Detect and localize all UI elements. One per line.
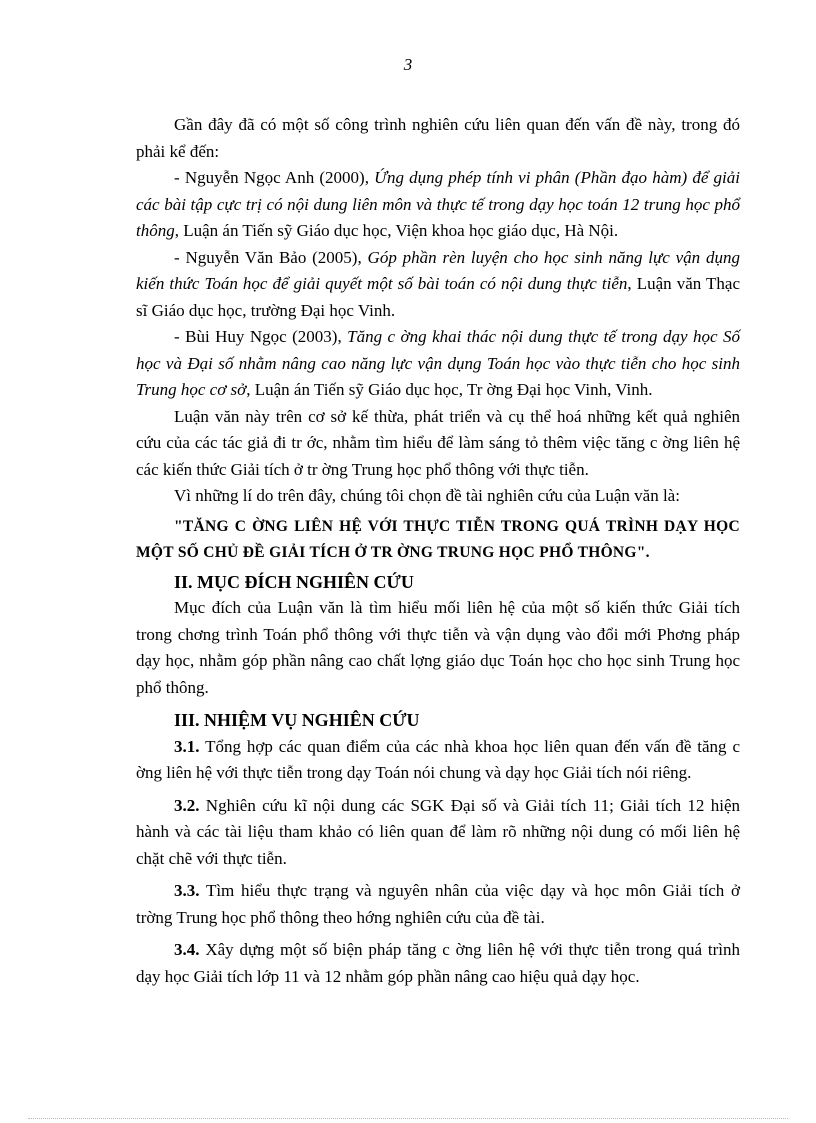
task-number: 3.2.: [174, 795, 200, 815]
section-heading-purpose: II. MỤC ĐÍCH NGHIÊN CỨU: [174, 571, 414, 592]
reason-paragraph: Vì những lí do trên đây, chúng tôi chọn đề tài nghiên cứu của Luận văn là:: [174, 486, 680, 505]
reference-details: , Luận án Tiến sỹ Giáo dục học, Viện khoa học giáo dục, Hà Nội.: [174, 221, 619, 240]
document-body: [136, 112, 740, 990]
task-text: Tìm hiểu thực trạng và nguyên nhân của việc dạy và học môn Giải tích ở trờng Trung học phổ thông theo hớng nghiên cứu của đề tài.: [136, 881, 740, 927]
task-number: 3.3.: [174, 881, 200, 900]
reference-item: [136, 245, 740, 325]
reference-details: , Luận văn Thạc sĩ Giáo dục học, trường Đại học Vinh.: [136, 274, 740, 320]
task-text: Tổng hợp các quan điểm của các nhà khoa học liên quan đến vấn đề tăng c ờng liên hệ với thực tiễn trong dạy Toán nói chung và dạy học Giải tích nói riêng.: [136, 736, 740, 782]
continuation-paragraph: Luận văn này trên cơ sở kế thừa, phát triển và cụ thể hoá những kết quả nghiên cứu của các tác giả đi tr ớc, nhằm tìm hiểu để làm sáng tỏ thêm việc tăng c ờng liên hệ các kiến thức Giải tích ở tr ờng Trung học phổ thông với thực tiễn.: [136, 406, 740, 479]
reference-item: [136, 165, 740, 245]
reference-title: Tăng c ờng khai thác nội dung thực tế trong dạy học Số học và Đại số nhằm nâng cao năng lực vận dụng Toán học vào thực tiễn cho học sinh Trung học cơ sở: [136, 327, 740, 399]
reference-title: Ứng dụng phép tính vi phân (Phần đạo hàm) để giải các bài tập cực trị có nội dung liên môn và thực tế trong dạy học toán 12 trung học phổ thông: [136, 168, 740, 240]
task-text: Xây dựng một số biện pháp tăng c ờng liên hệ với thực tiễn trong quá trình dạy học Giải tích lớp 11 và 12 nhằm góp phần nâng cao hiệu quả dạy học.: [136, 940, 740, 986]
reference-title: Góp phần rèn luyện cho học sinh năng lực vận dụng kiến thức Toán học để giải quyết một số bài toán có nội dung thực tiễn: [136, 247, 740, 293]
task-item: [136, 878, 740, 931]
section-heading-tasks: III. NHIỆM VỤ NGHIÊN CỨU: [174, 710, 420, 730]
thesis-title: "TĂNG C ỜNG LIÊN HỆ VỚI THỰC TIỄN TRONG QUÁ TRÌNH DẠY HỌC MỘT SỐ CHỦ ĐỀ GIẢI TÍCH Ở TR ỜNG TRUNG HỌC PHỔ THÔNG".: [136, 517, 740, 561]
task-text: Nghiên cứu kĩ nội dung các SGK Đại số và Giải tích 11; Giải tích 12 hiện hành và các tài liệu tham khảo có liên quan để làm rõ những nội dung có mối liên hệ chặt chẽ với thực tiễn.: [136, 795, 740, 868]
page-bottom-divider: [28, 1118, 788, 1119]
task-number: 3.4.: [174, 940, 200, 959]
reference-details: , Luận án Tiến sỹ Giáo dục học, Tr ờng Đại học Vinh, Vinh.: [246, 380, 653, 399]
reference-author: - Bùi Huy Ngọc (2003),: [174, 327, 348, 346]
intro-paragraph: Gần đây đã có một số công trình nghiên cứu liên quan đến vấn đề này, trong đó phải kể đến:: [136, 115, 740, 161]
reference-author: - Nguyễn Văn Bảo (2005),: [174, 247, 368, 267]
task-number: 3.1.: [174, 736, 200, 756]
task-item: [136, 734, 740, 787]
reference-item: [136, 324, 740, 404]
page-number: 3: [403, 55, 413, 74]
purpose-paragraph: Mục đích của Luận văn là tìm hiểu mối liên hệ của một số kiến thức Giải tích trong chơng trình Toán phổ thông với thực tiễn và vận dụng vào đổi mới Phơng pháp dạy học, nhằm góp phần nâng cao chất lợng giáo dục Toán học cho học sinh Trung học phổ thông.: [136, 598, 740, 697]
task-item: [136, 937, 740, 990]
task-item: [136, 793, 740, 873]
reference-author: - Nguyễn Ngọc Anh (2000),: [174, 168, 375, 187]
